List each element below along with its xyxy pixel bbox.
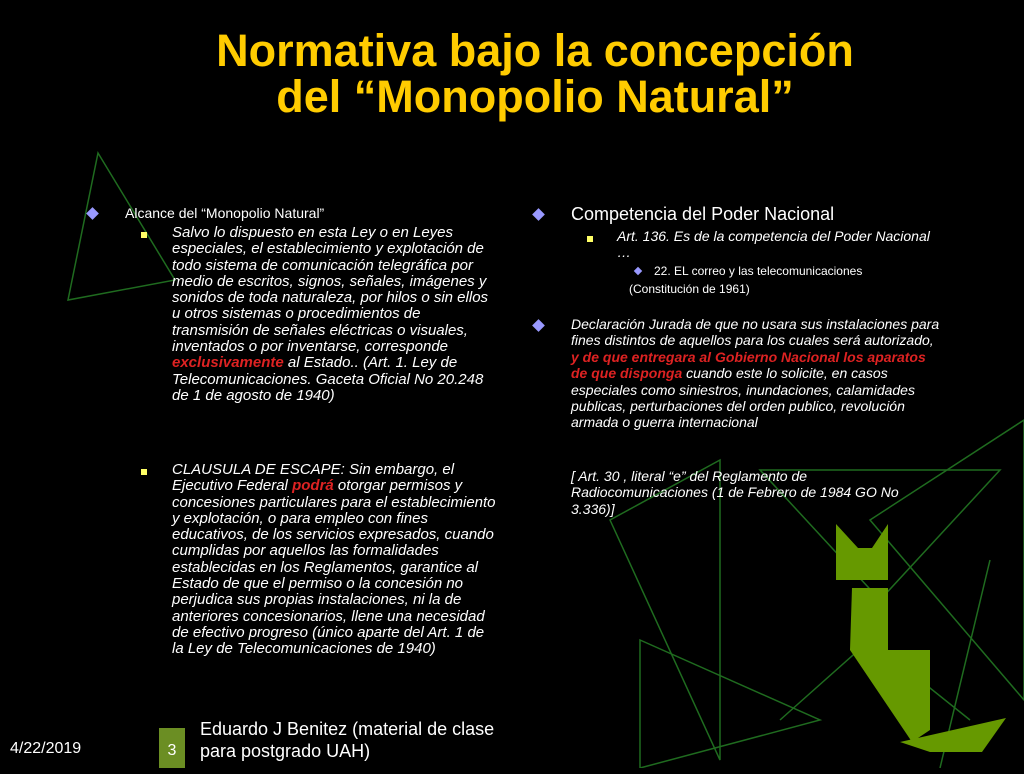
footer-author-line-1: Eduardo J Benitez (material de clase: [200, 719, 495, 739]
title-line-2: del “Monopolio Natural”: [276, 71, 794, 122]
title-line-1: Normativa bajo la concepción: [216, 25, 854, 76]
triangle-outline-right-4: [640, 640, 820, 768]
left-item-2-text-after: otorgar permisos y concesiones particulares para el establecimiento y explotación, o para empleo con fines educativos, de los servicios expresados, cuando cumplidas por aquellos las formalidades establecidas en los Reglamentos, garantice al Estado de que el permiso o la concesión no perjudica sus propias instalaciones, ni la de anteriores concesionarios, llene una necesidad de efectivo progreso (único aparte del Art. 1 de la Ley de Telecomunicaciones de 1940): [172, 477, 496, 658]
left-item-2: [172, 462, 497, 658]
right-item-2-text-after: cuando este lo solicite, en casos especiales como siniestros, inundaciones, calamidades publicas, perturbaciones del orden publico, revolución armada o guerra internacional: [571, 365, 915, 431]
slide-title: [90, 25, 980, 122]
right-item-2-emphasis: y de que entregara al Gobierno Nacional los aparatos de que disponga: [571, 348, 926, 382]
left-heading: Alcance del “Monopolio Natural”: [125, 205, 325, 221]
left-item-1-text-after: al Estado.. (Art. 1. Ley de Telecomunicaciones. Gaceta Oficial No 20.248 de 1 de agosto de 1940): [172, 354, 484, 404]
right-heading: Competencia del Poder Nacional: [571, 204, 835, 224]
right-sub-2-note: (Constitución de 1961): [629, 282, 750, 296]
right-item-2-reference: [ Art. 30 , literal “e” del Reglamento de Radiocomunicaciones (1 de Febrero de 1984 GO No 3.336)]: [571, 468, 899, 517]
square-bullet-icon: [141, 232, 147, 238]
right-sub-2: 22. EL correo y las telecomunicaciones: [654, 264, 863, 278]
right-item-2-text: Declaración Jurada de que no usara sus instalaciones para fines distintos de aquellos para los cuales será autorizado,: [571, 316, 940, 349]
left-item-2-text: CLAUSULA DE ESCAPE: Sin embargo, el Ejecutivo Federal: [172, 461, 455, 495]
left-item-2-emphasis: podrá: [292, 477, 334, 495]
footer-author: [200, 718, 494, 762]
footer-date: 4/22/2019: [10, 740, 82, 757]
right-sub-1: Art. 136. Es de la competencia del Poder Nacional …: [617, 228, 930, 261]
triangle-outline-left: [68, 153, 175, 300]
right-item-2: [571, 316, 941, 431]
left-item-1: [172, 225, 492, 404]
square-bullet-icon: [587, 236, 593, 242]
left-item-1-emphasis: exclusivamente: [172, 354, 284, 372]
square-bullet-icon: [141, 469, 147, 475]
slide-number: 3: [159, 728, 185, 768]
tangram-cat-icon: [836, 524, 1006, 752]
footer-author-line-2: para postgrado UAH): [200, 741, 371, 761]
left-item-1-text: Salvo lo dispuesto en esta Ley o en Leyes especiales, el establecimiento y explotación de todo sistema de comunicación telegráfica por medio de escritos, signos, señales, imágenes y sonidos de toda naturaleza, por hilos o sin ellos u otros sistemas o procedimientos de transmisión de señales eléctricas o visuales, inventados o por inventarse, corresponde: [172, 224, 489, 356]
